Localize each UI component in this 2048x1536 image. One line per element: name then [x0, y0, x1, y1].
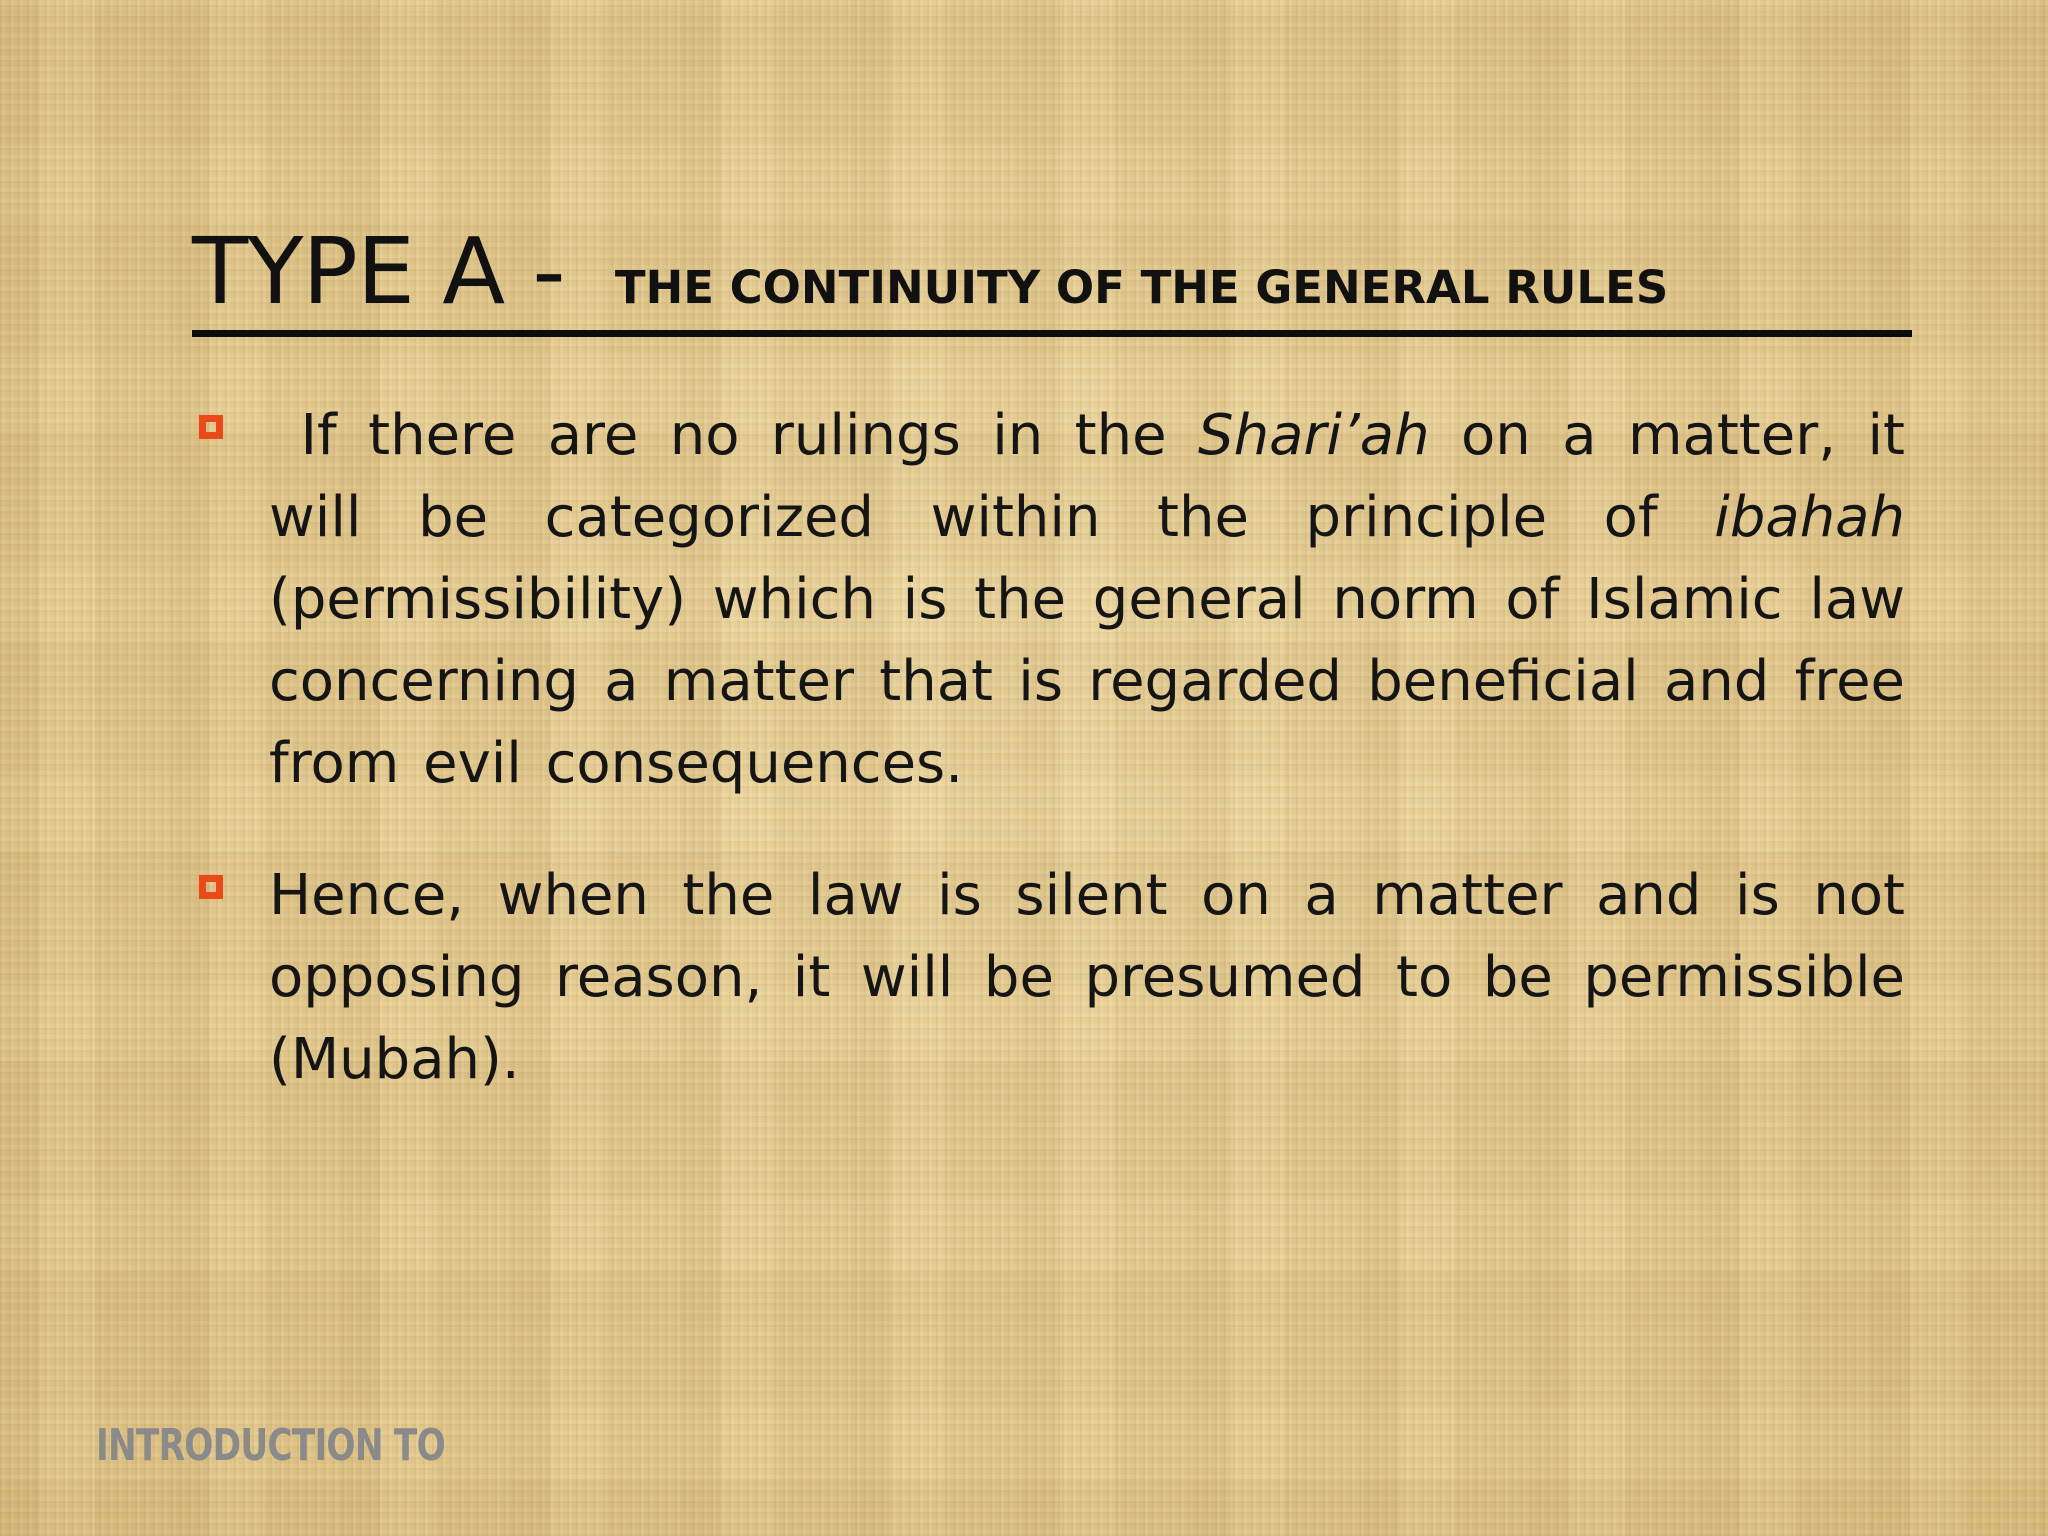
bullet-1-text-part-2: on a matter, it will be categorized within the principle of [269, 403, 1905, 550]
slide-title [192, 218, 1912, 325]
bullet-list [195, 395, 1905, 1151]
bullet-item-1 [195, 395, 1905, 805]
bullet-item-2 [195, 855, 1905, 1101]
bullet-text-2 [269, 855, 1905, 1101]
hollow-square-bullet-icon [199, 875, 223, 899]
bullet-1-term-shariah: Shari’ah [1198, 403, 1430, 468]
title-subtitle: THE CONTINUITY OF THE GENERAL RULES [614, 261, 1669, 314]
bullet-2-text: Hence, when the law is silent on a matter and is not opposing reason, it will be presumed to be permissible (Mubah). [269, 863, 1905, 1092]
bullet-1-term-ibahah: ibahah [1714, 485, 1905, 550]
footer-label: INTRODUCTION TO [96, 1420, 445, 1471]
hollow-square-bullet-icon [199, 415, 223, 439]
bullet-1-text-part-1: If there are no rulings in the [300, 403, 1199, 468]
bullet-text-1 [269, 395, 1905, 805]
title-main: TYPE A - [192, 218, 593, 325]
title-underline-divider [192, 330, 1912, 337]
bullet-1-text-part-3: (permissibility) which is the general norm of Islamic law concerning a matter that is regarded beneficial and free from evil consequences. [269, 567, 1905, 796]
